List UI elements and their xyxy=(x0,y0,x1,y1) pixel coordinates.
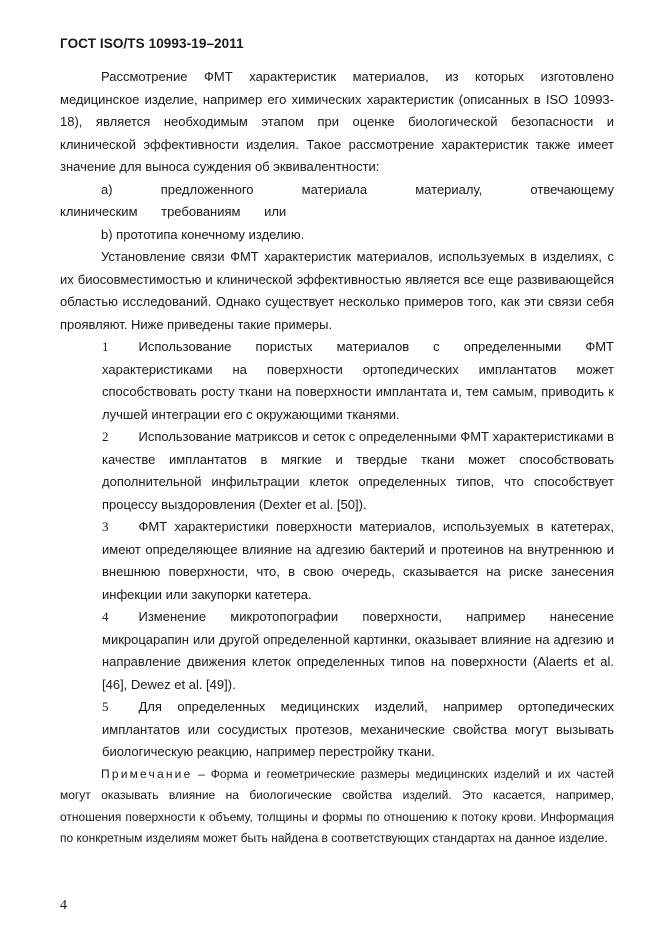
example-text: Изменение микротопографии поверхности, например нанесение микроцарапин или другой определенной картинки, оказывает влияние на адгезию и направление движения клеток определенных типов на поверхности (Alaerts et al. [46], Dewez et al. [49]). xyxy=(102,609,614,692)
example-text: ФМТ характеристики поверхности материалов, используемых в катетерах, имеют определяющее влияние на адгезию бактерий и протеинов на внутреннюю и внешнюю поверхности, что, в свою очередь, сказывается на риске занесения инфекции или закупорки катетера. xyxy=(102,519,614,602)
example-number: 3 xyxy=(102,519,109,534)
list-item-a: a) предложенного материала материалу, отвечающему клиническим требованиям или xyxy=(60,181,614,219)
example-item xyxy=(60,516,614,606)
example-item xyxy=(60,696,614,764)
document-header: ГОСТ ISO/TS 10993-19–2011 xyxy=(60,36,244,51)
intro-paragraph: Рассмотрение ФМТ характеристик материалов, из которых изготовлено медицинское изделие, например его химических характеристик (описанных в ISO 10993-18), является необходимым этапом при оценке биологической безопасности и клинической эффективности изделия. Такое рассмотрение характеристик также имеет значение для выноса суждения об эквивалентности: xyxy=(60,69,614,174)
example-item xyxy=(60,336,614,426)
example-number: 5 xyxy=(102,699,109,714)
example-text: Для определенных медицинских изделий, например ортопедических имплантатов или сосудистых протезов, механические свойства могут вызывать биологическую реакцию, например перестройку ткани. xyxy=(102,699,614,759)
list-item-b: b) прототипа конечному изделию. xyxy=(101,226,305,242)
page-number: 4 xyxy=(60,898,67,913)
example-number: 2 xyxy=(102,429,109,444)
note-paragraph xyxy=(60,764,614,850)
example-text: Использование пористых материалов с определенными ФМТ характеристиками на поверхности ортопедических имплантатов может способствовать росту ткани на поверхности имплантата и, тем самым, приводить к лучшей интеграции его с окружающими тканями. xyxy=(102,339,614,422)
examples-list xyxy=(60,336,614,764)
note-text: – Форма и геометрические размеры медицинских изделий и их частей могут оказывать влияние на биологические свойства изделий. Это касается, например, отношения поверхности к объему, толщины и формы по отношению к потоку крови. Информация по конкретным изделиям может быть найдена в соответствующих стандартах на данное изделие. xyxy=(60,766,614,845)
example-number: 1 xyxy=(102,339,109,354)
example-text: Использование матриксов и сеток с определенными ФМТ характеристиками в качестве имплантатов в мягкие и твердые ткани может способствовать дополнительной инфильтрации клеток определенных типов, что способствует процессу выздоровления (Dexter et al. [50]). xyxy=(102,429,614,512)
relation-paragraph: Установление связи ФМТ характеристик материалов, используемых в изделиях, с их биосовместимостью и клинической эффективностью является все еще развивающейся областью исследований. Однако существует несколько примеров того, как эти связи себя проявляют. Ниже приведены такие примеры. xyxy=(60,249,614,332)
note-label: Примечание xyxy=(101,766,193,781)
document-body xyxy=(60,66,614,850)
example-number: 4 xyxy=(102,609,109,624)
example-item xyxy=(60,426,614,516)
example-item xyxy=(60,606,614,696)
